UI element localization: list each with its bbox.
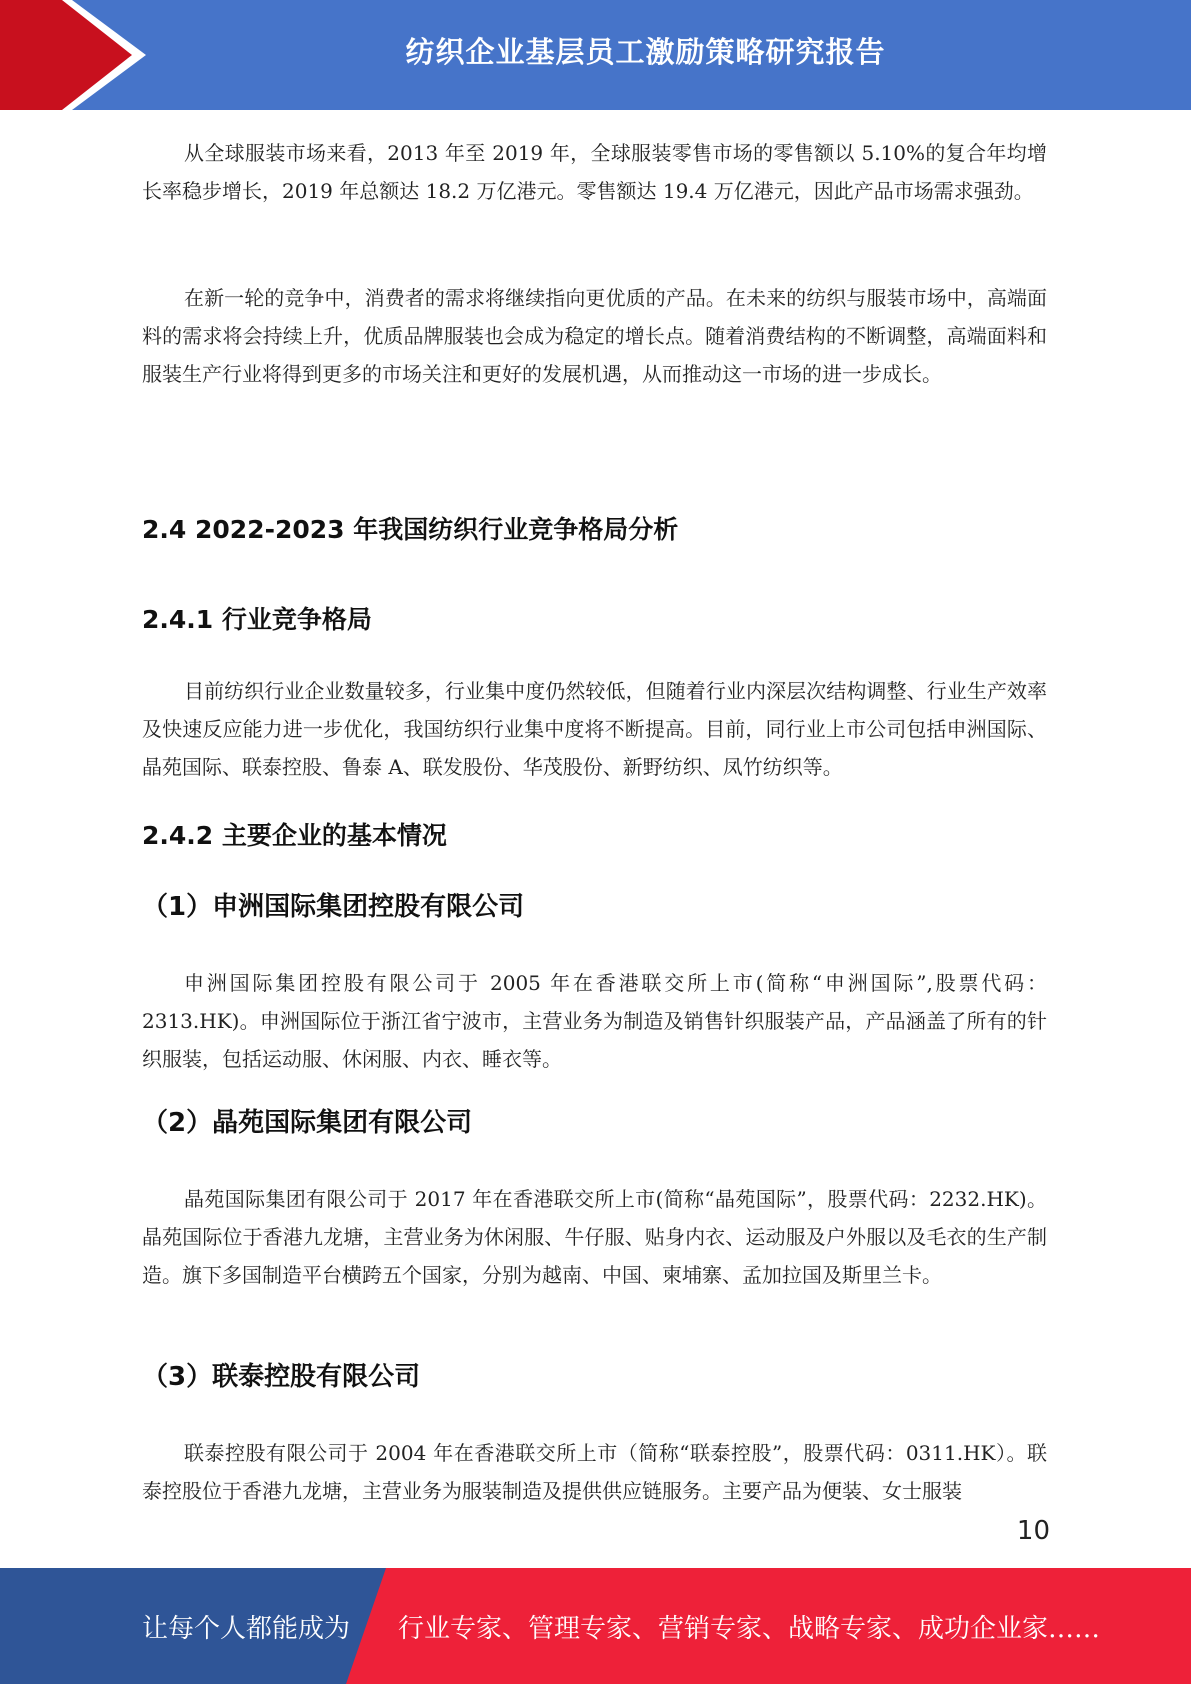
paragraph-luenthai: 联泰控股有限公司于 2004 年在香港联交所上市（简称“联泰控股”，股票代码：0311.HK）。联泰控股位于香港九龙塘，主营业务为服装制造及提供供应链服务。主要产品为便装、女士服装 bbox=[142, 1441, 1047, 1503]
report-title: 纺织企业基层员工激励策略研究报告 bbox=[405, 34, 886, 69]
company-heading-luenthai: （3）联泰控股有限公司 bbox=[142, 1362, 421, 1392]
section-heading-2-4: 2.4 2022-2023 年我国纺织行业竞争格局分析 bbox=[142, 515, 679, 544]
paragraph-crystal: 晶苑国际集团有限公司于 2017 年在香港联交所上市(简称“晶苑国际”，股票代码：2232.HK)。晶苑国际位于香港九龙塘，主营业务为休闲服、牛仔服、贴身内衣、运动服及户外服以及毛衣的生产制造。旗下多国制造平台横跨五个国家，分别为越南、中国、柬埔寨、孟加拉国及斯里兰卡。 bbox=[142, 1187, 1047, 1287]
section-heading-2-4-1: 2.4.1 行业竞争格局 bbox=[142, 605, 372, 634]
company-heading-crystal: （2）晶苑国际集团有限公司 bbox=[142, 1108, 473, 1138]
section-heading-2-4-2: 2.4.2 主要企业的基本情况 bbox=[142, 821, 447, 850]
paragraph-global-market: 从全球服装市场来看，2013 年至 2019 年，全球服装零售市场的零售额以 5.10%的复合年均增长率稳步增长，2019 年总额达 18.2 万亿港元。零售额达 19.4 万亿港元，因此产品市场需求强劲。 bbox=[142, 141, 1047, 203]
page-number: 10 bbox=[1016, 1516, 1050, 1546]
footer-slogan-left: 让每个人都能成为 bbox=[142, 1613, 351, 1644]
footer-slogan-right: 行业专家、管理专家、营销专家、战略专家、成功企业家…… bbox=[398, 1613, 1101, 1644]
paragraph-shenzhou: 申洲国际集团控股有限公司于 2005 年在香港联交所上市(简称“申洲国际”,股票代码：2313.HK)。申洲国际位于浙江省宁波市，主营业务为制造及销售针织服装产品，产品涵盖了所有的针织服装，包括运动服、休闲服、内衣、睡衣等。 bbox=[142, 971, 1047, 1071]
page-header bbox=[0, 0, 1191, 110]
company-heading-shenzhou: （1）申洲国际集团控股有限公司 bbox=[142, 892, 525, 922]
page-footer bbox=[0, 1568, 1191, 1684]
paragraph-industry-competition: 目前纺织行业企业数量较多，行业集中度仍然较低，但随着行业内深层次结构调整、行业生产效率及快速反应能力进一步优化，我国纺织行业集中度将不断提高。目前，同行业上市公司包括申洲国际、晶苑国际、联泰控股、鲁泰 A、联发股份、华茂股份、新野纺织、凤竹纺织等。 bbox=[142, 679, 1047, 779]
paragraph-competition: 在新一轮的竞争中，消费者的需求将继续指向更优质的产品。在未来的纺织与服装市场中，高端面料的需求将会持续上升，优质品牌服装也会成为稳定的增长点。随着消费结构的不断调整，高端面料和服装生产行业将得到更多的市场关注和更好的发展机遇，从而推动这一市场的进一步成长。 bbox=[142, 286, 1047, 386]
